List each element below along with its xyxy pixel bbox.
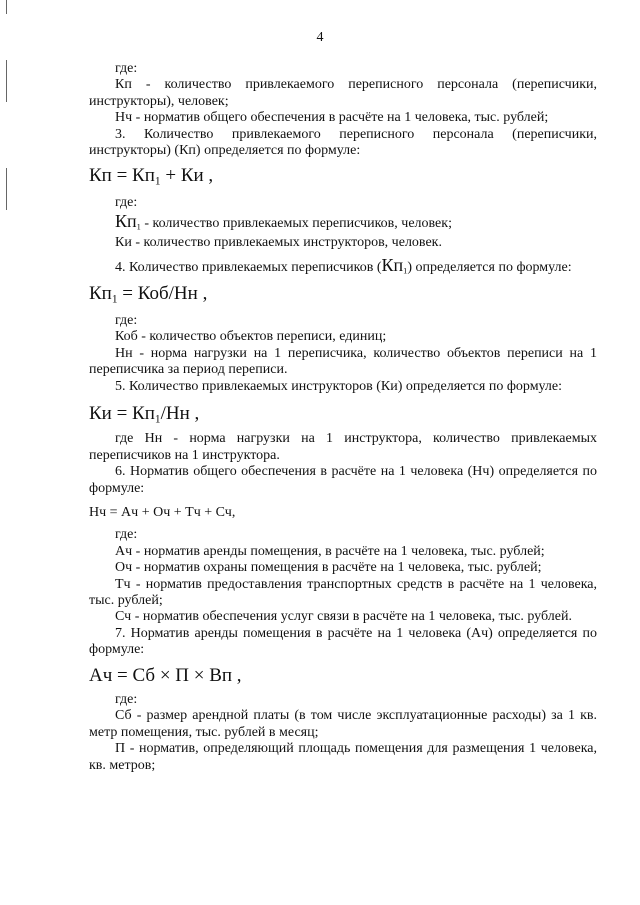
formula-kp bbox=[89, 165, 597, 188]
formula-text: = Коб/Нн , bbox=[117, 283, 208, 305]
definition-text: - количество привлекаемых переписчиков, человек; bbox=[140, 216, 452, 232]
formula-ach: Ач = Сб × П × Вп , bbox=[89, 664, 242, 686]
definition-nn: Нн - норма нагрузки на 1 переписчика, количество объектов переписи на 1 переписчика за период переписи. bbox=[89, 345, 597, 378]
definition-tch: Тч - норматив предоставления транспортных средств в расчёте на 1 человека, тыс. рублей; bbox=[89, 576, 597, 608]
formula-text: Кп bbox=[89, 283, 112, 305]
formula-ki bbox=[89, 402, 597, 426]
item-text: ) определяется по формуле: bbox=[407, 260, 572, 276]
definition-ach: Ач - норматив аренды помещения, в расчёте на 1 человека, тыс. рублей; bbox=[115, 543, 545, 559]
page-number: 4 bbox=[316, 30, 324, 45]
definition-nn-instructor: где Нн - норма нагрузки на 1 инструктора, количество привлекаемых переписчиков на 1 инструктора. bbox=[89, 431, 597, 463]
definition-p: П - норматив, определяющий площадь помещения для размещения 1 человека, кв. метров; bbox=[89, 741, 597, 773]
item-6: 6. Норматив общего обеспечения в расчёте на 1 человека (Нч) определяется по формуле: bbox=[89, 464, 597, 496]
item-text: 4. Количество привлекаемых переписчиков ( bbox=[115, 260, 382, 276]
formula-kp1 bbox=[89, 283, 597, 306]
scan-edge-mark bbox=[6, 60, 7, 102]
formula-subscript: 1 bbox=[154, 175, 161, 188]
item-7: 7. Норматив аренды помещения в расчёте на 1 человека (Ач) определяется по формуле: bbox=[89, 625, 597, 658]
formula-text: Кп = Кп bbox=[89, 165, 155, 187]
formula-text: /Нн , bbox=[160, 402, 200, 424]
definition-kob: Коб - количество объектов переписи, единиц; bbox=[115, 329, 387, 345]
symbol-subscript: 1 bbox=[136, 222, 141, 232]
definition-sb: Сб - размер арендной платы (в том числе эксплуатационные расходы) за 1 кв. метр помещения, тыс. рублей в месяц; bbox=[89, 708, 597, 740]
definition-kp1 bbox=[89, 213, 597, 232]
definition-nch: Нч - норматив общего обеспечения в расчёте на 1 человека, тыс. рублей; bbox=[115, 110, 549, 126]
definition-sch: Сч - норматив обеспечения услуг связи в расчёте на 1 человека, тыс. рублей. bbox=[115, 609, 572, 625]
definition-och: Оч - норматив охраны помещения в расчёте на 1 человека, тыс. рублей; bbox=[115, 560, 542, 576]
document-body bbox=[89, 61, 597, 774]
symbol: Кп bbox=[381, 255, 404, 276]
symbol-subscript: 1 bbox=[403, 266, 408, 276]
symbol: Кп bbox=[115, 211, 137, 232]
item-5: 5. Количество привлекаемых инструкторов (Ки) определяется по формуле: bbox=[115, 378, 563, 394]
where-label: где: bbox=[115, 194, 138, 210]
item-4 bbox=[89, 257, 597, 276]
scan-edge-mark bbox=[6, 0, 7, 14]
where-label: где: bbox=[115, 527, 138, 543]
formula-subscript: 1 bbox=[111, 293, 118, 306]
formula-nch: Нч = Ач + Оч + Тч + Сч, bbox=[89, 504, 236, 520]
formula-subscript: 1 bbox=[154, 413, 161, 426]
where-label: где: bbox=[115, 692, 138, 707]
formula-text: + Ки , bbox=[160, 165, 214, 187]
definition-kp: Кп - количество привлекаемого переписного персонала (переписчики, инструкторы), человек; bbox=[89, 77, 597, 109]
where-label: где: bbox=[115, 312, 138, 328]
formula-text: Ки = Кп bbox=[89, 402, 155, 424]
definition-ki: Ки - количество привлекаемых инструкторов, человек. bbox=[115, 234, 442, 250]
item-3: 3. Количество привлекаемого переписного персонала (переписчики, инструкторы) (Кп) определяется по формуле: bbox=[89, 126, 597, 159]
scan-edge-mark bbox=[6, 168, 7, 210]
where-label: где: bbox=[115, 61, 138, 76]
